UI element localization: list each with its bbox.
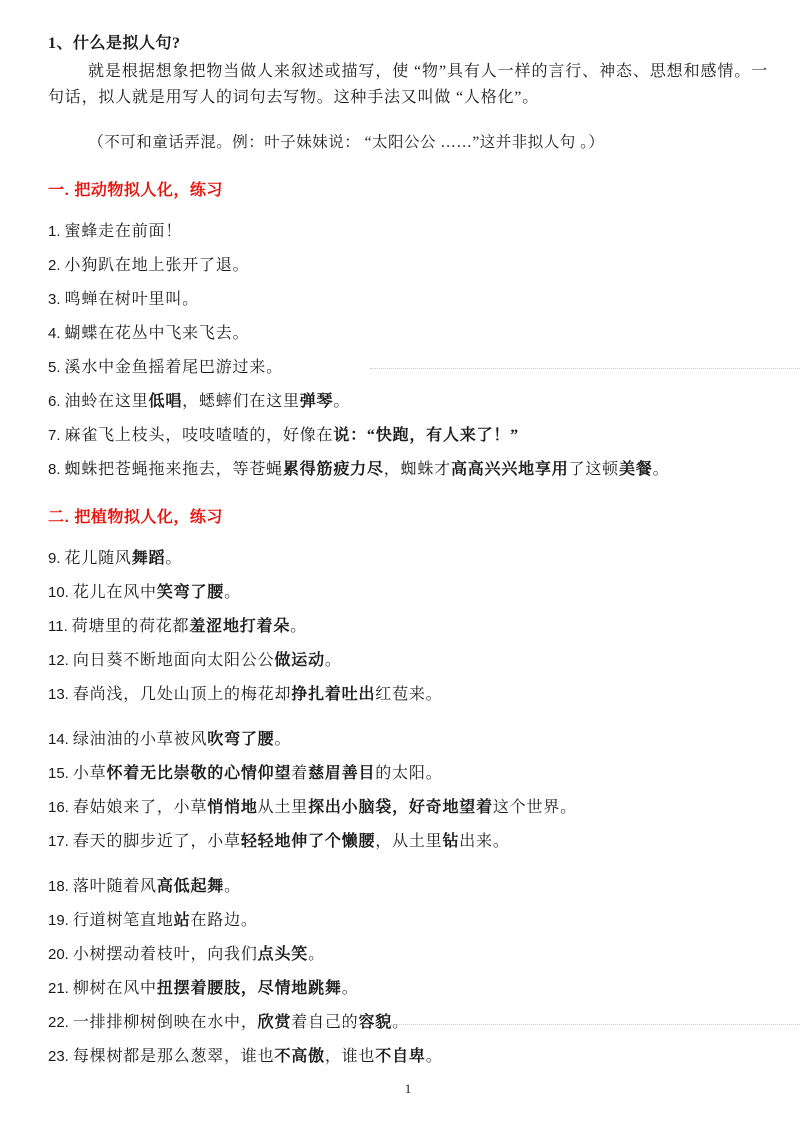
sentence-item bbox=[48, 797, 768, 818]
sentence-bold-text: 说：“快跑，有人来了！” bbox=[333, 427, 519, 444]
item-number: 3. bbox=[48, 291, 61, 308]
sentence-bold-text: 钻 bbox=[442, 833, 460, 850]
item-number: 11. bbox=[48, 618, 68, 635]
sentence-text: 。 bbox=[392, 1014, 409, 1031]
sentence-text: 春尚浅，几处山顶上的梅花却 bbox=[72, 686, 292, 703]
sentence-text: 小狗趴在地上张开了退。 bbox=[64, 257, 250, 274]
exercise-sections bbox=[48, 181, 768, 1067]
item-number: 22. bbox=[48, 1014, 69, 1031]
sentence-text: 的太阳。 bbox=[375, 765, 443, 782]
sentence-bold-text: 舞蹈 bbox=[131, 550, 166, 567]
sentence-bold-text: 站 bbox=[173, 912, 191, 929]
sentence-bold-text: 高低起舞 bbox=[156, 878, 225, 895]
item-number: 7. bbox=[48, 427, 61, 444]
sentence-text: 柳树在风中 bbox=[72, 980, 157, 997]
item-number: 2. bbox=[48, 257, 61, 274]
sentence-text: 。 bbox=[308, 946, 325, 963]
sentence-text: 从土里 bbox=[257, 799, 309, 816]
page-footer bbox=[48, 1081, 768, 1097]
sentence-text: 。 bbox=[324, 652, 342, 669]
item-number: 13. bbox=[48, 686, 69, 703]
item-number: 14. bbox=[48, 731, 69, 748]
item-number: 17. bbox=[48, 833, 69, 850]
sentence-bold-text: 悄悄地 bbox=[207, 799, 258, 816]
sentence-text: ，从土里 bbox=[375, 833, 443, 850]
sentence-item bbox=[48, 650, 768, 671]
item-number: 1. bbox=[48, 223, 61, 240]
sentence-text: 。 bbox=[425, 1048, 443, 1065]
sentence-text: 了这顿 bbox=[568, 461, 619, 478]
sentence-text: 油蛉在这里 bbox=[64, 393, 149, 410]
sentence-text: 蜜蜂走在前面！ bbox=[64, 223, 183, 240]
sentence-text: 红苞来。 bbox=[375, 686, 443, 703]
sentence-text: 。 bbox=[274, 731, 292, 748]
item-number: 5. bbox=[48, 359, 61, 376]
item-number: 16. bbox=[48, 799, 69, 816]
item-number: 19. bbox=[48, 912, 69, 929]
sentence-bold-text: 累得筋疲力尽 bbox=[282, 461, 384, 478]
sentence-text: 小树摆动着枝叶，向我们 bbox=[72, 946, 258, 963]
item-number: 18. bbox=[48, 878, 69, 895]
sentence-item bbox=[48, 616, 768, 637]
sentence-bold-text: 笑弯了腰 bbox=[156, 584, 225, 601]
sentence-bold-text: 不高傲 bbox=[274, 1048, 325, 1065]
sentence-bold-text: 挣扎着吐出 bbox=[291, 686, 376, 703]
item-number: 23. bbox=[48, 1048, 69, 1065]
sentence-text: 春姑娘来了，小草 bbox=[72, 799, 208, 816]
section-heading: 二. 把植物拟人化，练习 bbox=[48, 509, 223, 526]
sentence-item bbox=[48, 831, 768, 852]
sentence-item bbox=[48, 391, 768, 412]
sentence-item bbox=[48, 729, 768, 750]
sentence-text: 。 bbox=[290, 618, 307, 635]
item-number: 4. bbox=[48, 325, 61, 342]
scan-artifact-dotted-line bbox=[293, 1024, 800, 1025]
sentence-text: 蜘蛛把苍蝇拖来拖去，等苍蝇 bbox=[64, 461, 283, 478]
sentence-item bbox=[48, 221, 768, 242]
item-number: 10. bbox=[48, 584, 69, 601]
sentence-bold-text: 不自卑 bbox=[375, 1048, 426, 1065]
sentence-text: ，谁也 bbox=[324, 1048, 376, 1065]
sentence-bold-text: 高高兴兴地享用 bbox=[450, 461, 569, 478]
sentence-item bbox=[48, 1046, 768, 1067]
sentence-bold-text: 探出小脑袋，好奇地望着 bbox=[308, 799, 493, 816]
sentence-text: 一排排柳树倒映在水中， bbox=[72, 1014, 258, 1031]
sentence-text: 。 bbox=[224, 878, 241, 895]
intro-paragraph: 就是根据想象把物当做人来叙述或描写，使 “物”具有人一样的言行、神态、思想和感情。一句话，拟人就是用写人的词句去写物。这种手法又叫做 “人格化”。 bbox=[48, 63, 768, 106]
item-number: 12. bbox=[48, 652, 69, 669]
sentence-bold-text: 点头笑 bbox=[257, 946, 309, 963]
item-number: 20. bbox=[48, 946, 69, 963]
item-number: 15. bbox=[48, 765, 69, 782]
sentence-bold-text: 弹琴 bbox=[299, 393, 334, 410]
sentence-bold-text: 羞涩地打着朵 bbox=[189, 618, 291, 635]
sentence-text: 溪水中金鱼摇着尾巴游过来。 bbox=[64, 359, 283, 376]
sentence-item bbox=[48, 763, 768, 784]
section-2 bbox=[48, 508, 768, 1067]
sentence-item bbox=[48, 978, 768, 999]
sentence-item bbox=[48, 582, 768, 603]
sentence-text: 向日葵不断地面向太阳公公 bbox=[72, 652, 275, 669]
sentence-text: 在路边。 bbox=[190, 912, 258, 929]
sentence-item bbox=[48, 876, 768, 897]
sentence-bold-text: 吹弯了腰 bbox=[207, 731, 275, 748]
item-number: 6. bbox=[48, 393, 61, 410]
sentence-text: 出来。 bbox=[459, 833, 510, 850]
sentence-text: 行道树笔直地 bbox=[72, 912, 174, 929]
sentence-item bbox=[48, 425, 768, 446]
sentence-text: 。 bbox=[333, 393, 351, 410]
sentence-bold-text: 容貌 bbox=[358, 1014, 393, 1031]
sentence-item bbox=[48, 944, 768, 965]
sentence-item bbox=[48, 323, 768, 344]
sentence-text: 花儿在风中 bbox=[72, 584, 157, 601]
sentence-item bbox=[48, 255, 768, 276]
sentence-text: 春天的脚步近了，小草 bbox=[72, 833, 241, 850]
sentence-text: 小草 bbox=[72, 765, 107, 782]
sentence-bold-text: 欣赏 bbox=[257, 1014, 292, 1031]
sentence-item bbox=[48, 1012, 768, 1033]
sentence-text: 鸣蝉在树叶里叫。 bbox=[64, 291, 199, 308]
sentence-text: ，蜘蛛才 bbox=[383, 461, 451, 478]
sentence-item bbox=[48, 459, 768, 480]
intro-note: （不可和童话弄混。例：叶子妹妹说： “太阳公公 ……”这并非拟人句 。） bbox=[88, 134, 605, 151]
sentence-bold-text: 慈眉善目 bbox=[308, 765, 376, 782]
sentence-bold-text: 轻轻地伸了个懒腰 bbox=[240, 833, 376, 850]
sentence-text: 着自己的 bbox=[291, 1014, 359, 1031]
item-number: 9. bbox=[48, 550, 61, 567]
sentence-text: 。 bbox=[341, 980, 359, 997]
sentence-text: 每棵树都是那么葱翠，谁也 bbox=[72, 1048, 275, 1065]
item-number: 21. bbox=[48, 980, 69, 997]
sentence-bold-text: 美餐 bbox=[618, 461, 653, 478]
sentence-text: 。 bbox=[165, 550, 183, 567]
page-number: 1 bbox=[404, 1081, 412, 1096]
sentence-bold-text: 做运动 bbox=[274, 652, 325, 669]
sentence-text: 蝴蝶在花丛中飞来飞去。 bbox=[64, 325, 250, 342]
sentence-text: 着 bbox=[291, 765, 309, 782]
item-number: 8. bbox=[48, 461, 61, 478]
doc-title: 1、什么是拟人句? bbox=[48, 35, 181, 52]
sentence-item bbox=[48, 289, 768, 310]
sentence-text: 落叶随着风 bbox=[72, 878, 157, 895]
sentence-item bbox=[48, 684, 768, 705]
sentence-item bbox=[48, 548, 768, 569]
sentence-text: ，蟋蟀们在这里 bbox=[182, 393, 300, 410]
sentence-bold-text: 怀着无比崇敬的心情仰望 bbox=[106, 765, 292, 782]
section-heading: 一. 把动物拟人化，练习 bbox=[48, 182, 223, 199]
sentence-text: 麻雀飞上枝头，吱吱喳喳的，好像在 bbox=[64, 427, 334, 444]
sentence-item bbox=[48, 910, 768, 931]
sentence-text: 。 bbox=[224, 584, 241, 601]
sentence-text: 荷塘里的荷花都 bbox=[71, 618, 190, 635]
sentence-bold-text: 低唱 bbox=[148, 393, 183, 410]
sentence-text: 绿油油的小草被风 bbox=[72, 731, 208, 748]
sentence-text: 花儿随风 bbox=[64, 550, 132, 567]
section-1 bbox=[48, 181, 768, 480]
sentence-text: 。 bbox=[652, 461, 670, 478]
sentence-bold-text: 扭摆着腰肢，尽情地跳舞 bbox=[156, 980, 342, 997]
sentence-text: 这个世界。 bbox=[492, 799, 577, 816]
scan-artifact-dotted-line bbox=[370, 368, 800, 369]
